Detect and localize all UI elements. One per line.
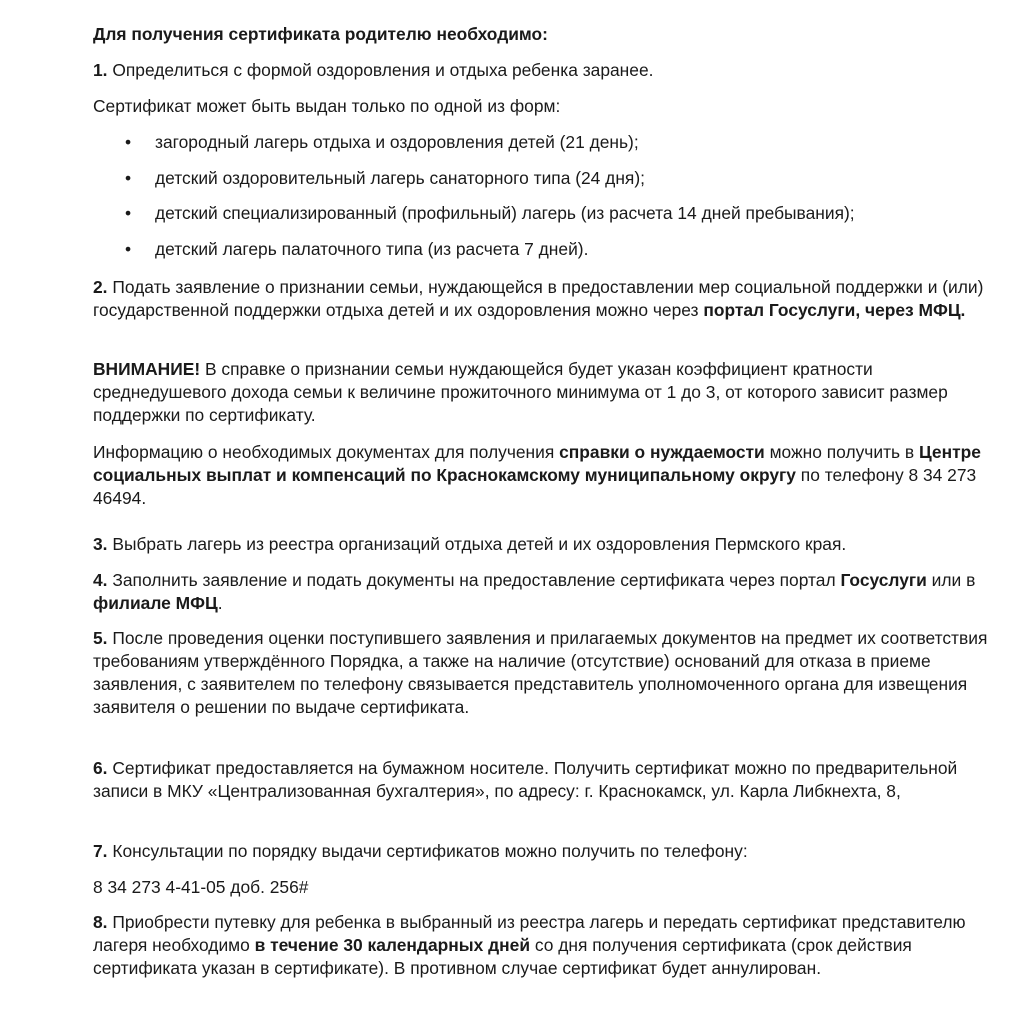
bullet-icon: •	[125, 203, 132, 223]
bold-text: 2.	[93, 277, 108, 297]
step-1	[93, 59, 1003, 82]
text: Заполнить заявление и подать документы на предоставление сертификата через портал	[107, 570, 841, 590]
text: Консультации по порядку выдачи сертификатов можно получить по телефону:	[107, 841, 748, 861]
bullet-icon: •	[125, 132, 132, 152]
text: или в	[926, 570, 976, 590]
step-2	[93, 276, 1003, 322]
bold-text: 5.	[93, 628, 108, 648]
text: В справке о признании семьи нуждающейся будет указан коэффициент кратности среднедушевого дохода семьи к величине прожиточного минимума от 1 до 3, от которого зависит размер поддержки по сертификату.	[93, 359, 948, 425]
document-heading: Для получения сертификата родителю необходимо:	[93, 24, 548, 44]
text: Информацию о необходимых документах для получения	[93, 442, 560, 462]
attention-note	[93, 358, 1003, 427]
forms-list	[93, 131, 1003, 273]
step-7	[93, 840, 1003, 863]
info-paragraph	[93, 441, 1003, 510]
bold-text: в течение 30 календарных дней	[254, 935, 531, 955]
bold-text: 3.	[93, 534, 108, 554]
form-item: • детский оздоровительный лагерь санаторного типа (24 дня);	[125, 167, 645, 188]
bullet-icon: •	[125, 167, 132, 188]
step-5	[93, 627, 1003, 719]
form-item: • детский лагерь палаточного типа (из расчета 7 дней).	[125, 238, 589, 259]
forms-intro: Сертификат может быть выдан только по одной из форм:	[93, 96, 561, 116]
text: по телефону 8 34 273 46494.	[93, 465, 977, 508]
text: Сертификат предоставляется на бумажном носителе. Получить сертификат можно по предварительной записи в МКУ «Централизованная бухгалтерия», по адресу: г. Краснокамск, ул. Карла Либкнехта, 8,	[93, 758, 958, 801]
bold-text: справки о нуждаемости	[559, 442, 765, 462]
text: Выбрать лагерь из реестра организаций отдыха детей и их оздоровления Пермского края.	[107, 534, 847, 554]
bold-text: ВНИМАНИЕ!	[93, 359, 201, 379]
bold-text: 8.	[93, 912, 108, 932]
form-item: • загородный лагерь отдыха и оздоровления детей (21 день);	[125, 132, 639, 152]
form-item: • детский специализированный (профильный) лагерь (из расчета 14 дней пребывания);	[125, 203, 855, 223]
consultation-phone: 8 34 273 4-41-05 доб. 256#	[93, 877, 309, 897]
text: .	[217, 593, 223, 613]
text: со дня получения сертификата (срок действия сертификата указан в сертификате). В противном случае сертификат будет аннулирован.	[93, 935, 912, 978]
text: Приобрести путевку для ребенка в выбранный из реестра лагерь и передать сертификат представителю лагеря необходимо	[93, 912, 966, 955]
bold-text: портал Госуслуги, через МФЦ.	[703, 300, 966, 320]
bold-text: 1.	[93, 60, 108, 80]
step-8	[93, 911, 1003, 980]
bold-text: филиале МФЦ	[93, 593, 218, 613]
step-4	[93, 569, 1003, 615]
bullet-icon: •	[125, 238, 132, 259]
bold-text: Центре социальных выплат и компенсаций по Краснокамскому муниципальному округу	[93, 442, 981, 485]
text: После проведения оценки поступившего заявления и прилагаемых документов на предмет их соответствия требованиям утверждённого Порядка, а также на наличие (отсутствие) оснований для отказа в приеме заявления, с заявителем по телефону связывается представитель уполномоченного органа для извещения заявителя о решении по выдаче сертификата.	[93, 628, 988, 717]
text: можно получить в	[764, 442, 920, 462]
step-3	[93, 533, 1003, 556]
bold-text: 4.	[93, 570, 108, 590]
bold-text: 6.	[93, 758, 108, 778]
text: Определиться с формой оздоровления и отдыха ребенка заранее.	[107, 60, 654, 80]
step-6	[93, 757, 1003, 803]
bold-text: Госуслуги	[840, 570, 927, 590]
bold-text: 7.	[93, 841, 108, 861]
text: Подать заявление о признании семьи, нуждающейся в предоставлении мер социальной поддержки и (или) государственной поддержки отдыха детей и их оздоровления можно через	[93, 277, 984, 320]
